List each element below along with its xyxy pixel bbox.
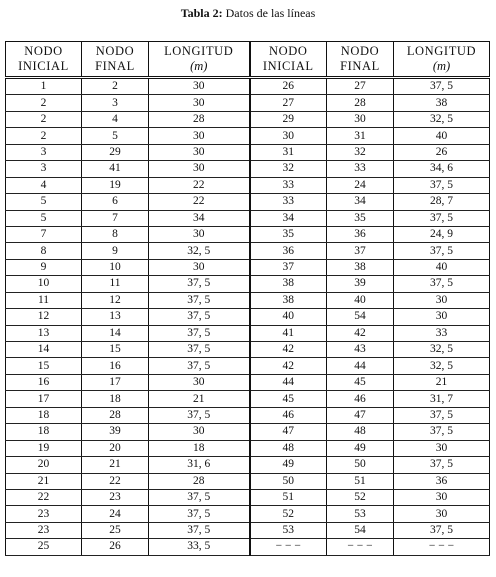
longitud-cell: 37, 5 — [394, 210, 490, 226]
nodo-final-cell: 51 — [327, 473, 394, 489]
longitud-cell: 21 — [149, 391, 250, 407]
nodo-final-cell: 42 — [327, 325, 394, 341]
nodo-final-cell: 28 — [82, 407, 149, 423]
longitud-cell: 37, 5 — [394, 407, 490, 423]
nodo-inicial-cell: 52 — [250, 506, 327, 522]
nodo-final-cell: 33 — [327, 161, 394, 177]
nodo-final-cell: 45 — [327, 374, 394, 390]
nodo-final-cell: 12 — [82, 292, 149, 308]
nodo-final-cell: 8 — [82, 226, 149, 242]
nodo-inicial-cell: 36 — [250, 243, 327, 259]
nodo-inicial-cell: 18 — [6, 424, 82, 440]
nodo-final-cell: 15 — [82, 342, 149, 358]
nodo-final-cell: 19 — [82, 177, 149, 193]
nodo-inicial-cell: 48 — [250, 440, 327, 456]
longitud-cell: 31, 7 — [394, 391, 490, 407]
nodo-inicial-cell: 9 — [6, 259, 82, 275]
nodo-final-cell: 17 — [82, 374, 149, 390]
nodo-inicial-cell: 40 — [250, 309, 327, 325]
nodo-final-cell: 29 — [82, 144, 149, 160]
caption-label: Tabla 2: — [180, 6, 223, 20]
longitud-cell: 37, 5 — [149, 325, 250, 341]
longitud-cell: 34 — [149, 210, 250, 226]
nodo-final-cell: 49 — [327, 440, 394, 456]
caption-text: Datos de las líneas — [225, 6, 316, 20]
nodo-final-cell: 5 — [82, 128, 149, 144]
nodo-inicial-cell: 37 — [250, 259, 327, 275]
nodo-inicial-cell: 20 — [6, 457, 82, 473]
longitud-cell: 37, 5 — [149, 342, 250, 358]
lines-data-table — [5, 41, 490, 556]
table-row — [6, 144, 490, 160]
longitud-cell: 37, 5 — [394, 457, 490, 473]
header-nodo-final: NODO FINAL — [82, 42, 149, 78]
nodo-inicial-cell: 42 — [250, 358, 327, 374]
nodo-final-cell: 14 — [82, 325, 149, 341]
nodo-inicial-cell: 46 — [250, 407, 327, 423]
nodo-inicial-cell: 26 — [250, 78, 327, 95]
nodo-inicial-cell: 1 — [6, 78, 82, 95]
longitud-cell: 30 — [394, 309, 490, 325]
nodo-inicial-cell: 15 — [6, 358, 82, 374]
nodo-final-cell: 18 — [82, 391, 149, 407]
longitud-cell: 32, 5 — [394, 342, 490, 358]
nodo-final-cell: 27 — [327, 78, 394, 95]
nodo-inicial-cell: 12 — [6, 309, 82, 325]
table-row — [6, 292, 490, 308]
nodo-inicial-cell: 3 — [6, 144, 82, 160]
header-longitud: LONGITUD (m) — [149, 42, 250, 78]
nodo-final-cell: 50 — [327, 457, 394, 473]
longitud-cell: 30 — [149, 226, 250, 242]
nodo-inicial-cell: 2 — [6, 95, 82, 111]
header-row — [6, 42, 490, 78]
longitud-cell: 37, 5 — [394, 243, 490, 259]
longitud-cell: 37, 5 — [394, 78, 490, 95]
longitud-cell: 33 — [394, 325, 490, 341]
longitud-cell: 40 — [394, 259, 490, 275]
nodo-inicial-cell: 25 — [6, 539, 82, 555]
table-row — [6, 539, 490, 555]
table-caption — [0, 6, 496, 21]
nodo-final-cell: 47 — [327, 407, 394, 423]
nodo-inicial-cell: 16 — [6, 374, 82, 390]
longitud-cell: 28, 7 — [394, 194, 490, 210]
nodo-inicial-cell: − − − — [250, 539, 327, 555]
nodo-inicial-cell: 23 — [6, 506, 82, 522]
table-row — [6, 325, 490, 341]
nodo-final-cell: 21 — [82, 457, 149, 473]
nodo-final-cell: 54 — [327, 522, 394, 538]
nodo-final-cell: 25 — [82, 522, 149, 538]
longitud-cell: 30 — [149, 374, 250, 390]
longitud-cell: 37, 5 — [149, 489, 250, 505]
nodo-final-cell: 35 — [327, 210, 394, 226]
nodo-final-cell: 11 — [82, 276, 149, 292]
table-row — [6, 95, 490, 111]
longitud-cell: 37, 5 — [149, 506, 250, 522]
table-row — [6, 506, 490, 522]
header-nodo-final: NODO FINAL — [327, 42, 394, 78]
longitud-cell: 30 — [149, 144, 250, 160]
header-nodo-inicial: NODO INICIAL — [6, 42, 82, 78]
longitud-cell: 21 — [394, 374, 490, 390]
nodo-inicial-cell: 34 — [250, 210, 327, 226]
nodo-inicial-cell: 14 — [6, 342, 82, 358]
longitud-cell: 37, 5 — [149, 292, 250, 308]
nodo-inicial-cell: 29 — [250, 111, 327, 127]
nodo-final-cell: 34 — [327, 194, 394, 210]
table-row — [6, 243, 490, 259]
longitud-cell: 37, 5 — [394, 522, 490, 538]
nodo-final-cell: 53 — [327, 506, 394, 522]
nodo-final-cell: 4 — [82, 111, 149, 127]
nodo-final-cell: 54 — [327, 309, 394, 325]
longitud-cell: 26 — [394, 144, 490, 160]
nodo-inicial-cell: 5 — [6, 194, 82, 210]
longitud-cell: 30 — [394, 506, 490, 522]
nodo-inicial-cell: 31 — [250, 144, 327, 160]
nodo-final-cell: 2 — [82, 78, 149, 95]
nodo-final-cell: 48 — [327, 424, 394, 440]
nodo-inicial-cell: 22 — [6, 489, 82, 505]
nodo-final-cell: 41 — [82, 161, 149, 177]
nodo-final-cell: 28 — [327, 95, 394, 111]
longitud-cell: 37, 5 — [149, 358, 250, 374]
longitud-cell: 38 — [394, 95, 490, 111]
nodo-final-cell: 22 — [82, 473, 149, 489]
nodo-inicial-cell: 35 — [250, 226, 327, 242]
nodo-final-cell: − − − — [327, 539, 394, 555]
nodo-inicial-cell: 30 — [250, 128, 327, 144]
nodo-final-cell: 30 — [327, 111, 394, 127]
longitud-cell: 30 — [149, 78, 250, 95]
longitud-cell: − − − — [394, 539, 490, 555]
longitud-cell: 32, 5 — [394, 111, 490, 127]
nodo-inicial-cell: 17 — [6, 391, 82, 407]
longitud-cell: 30 — [394, 489, 490, 505]
table-row — [6, 276, 490, 292]
table-row — [6, 489, 490, 505]
nodo-inicial-cell: 45 — [250, 391, 327, 407]
nodo-final-cell: 9 — [82, 243, 149, 259]
table-row — [6, 391, 490, 407]
header-nodo-inicial: NODO INICIAL — [250, 42, 327, 78]
nodo-final-cell: 24 — [82, 506, 149, 522]
nodo-final-cell: 37 — [327, 243, 394, 259]
nodo-inicial-cell: 42 — [250, 342, 327, 358]
nodo-inicial-cell: 18 — [6, 407, 82, 423]
longitud-cell: 22 — [149, 194, 250, 210]
nodo-final-cell: 7 — [82, 210, 149, 226]
longitud-cell: 28 — [149, 111, 250, 127]
longitud-cell: 22 — [149, 177, 250, 193]
nodo-inicial-cell: 41 — [250, 325, 327, 341]
table-row — [6, 259, 490, 275]
header-longitud: LONGITUD (m) — [394, 42, 490, 78]
table-row — [6, 128, 490, 144]
longitud-cell: 34, 6 — [394, 161, 490, 177]
nodo-final-cell: 23 — [82, 489, 149, 505]
table-row — [6, 424, 490, 440]
table-row — [6, 374, 490, 390]
nodo-inicial-cell: 47 — [250, 424, 327, 440]
nodo-inicial-cell: 5 — [6, 210, 82, 226]
nodo-final-cell: 10 — [82, 259, 149, 275]
table-row — [6, 194, 490, 210]
longitud-cell: 37, 5 — [394, 177, 490, 193]
table-row — [6, 210, 490, 226]
table-row — [6, 358, 490, 374]
longitud-cell: 37, 5 — [394, 424, 490, 440]
table-row — [6, 177, 490, 193]
nodo-inicial-cell: 49 — [250, 457, 327, 473]
nodo-final-cell: 3 — [82, 95, 149, 111]
nodo-final-cell: 38 — [327, 259, 394, 275]
longitud-cell: 28 — [149, 473, 250, 489]
longitud-cell: 30 — [149, 259, 250, 275]
nodo-inicial-cell: 27 — [250, 95, 327, 111]
nodo-final-cell: 26 — [82, 539, 149, 555]
longitud-cell: 30 — [394, 440, 490, 456]
table-row — [6, 111, 490, 127]
nodo-inicial-cell: 32 — [250, 161, 327, 177]
table-row — [6, 226, 490, 242]
longitud-cell: 30 — [394, 292, 490, 308]
table-row — [6, 342, 490, 358]
nodo-inicial-cell: 3 — [6, 161, 82, 177]
nodo-final-cell: 20 — [82, 440, 149, 456]
nodo-inicial-cell: 44 — [250, 374, 327, 390]
nodo-inicial-cell: 13 — [6, 325, 82, 341]
longitud-cell: 30 — [149, 161, 250, 177]
table-row — [6, 473, 490, 489]
longitud-cell: 30 — [149, 128, 250, 144]
nodo-inicial-cell: 7 — [6, 226, 82, 242]
nodo-inicial-cell: 51 — [250, 489, 327, 505]
nodo-inicial-cell: 50 — [250, 473, 327, 489]
nodo-inicial-cell: 19 — [6, 440, 82, 456]
longitud-cell: 30 — [149, 95, 250, 111]
nodo-final-cell: 32 — [327, 144, 394, 160]
nodo-inicial-cell: 23 — [6, 522, 82, 538]
longitud-cell: 37, 5 — [149, 276, 250, 292]
longitud-cell: 33, 5 — [149, 539, 250, 555]
table-row — [6, 457, 490, 473]
nodo-final-cell: 36 — [327, 226, 394, 242]
longitud-cell: 40 — [394, 128, 490, 144]
table-row — [6, 78, 490, 95]
longitud-cell: 24, 9 — [394, 226, 490, 242]
nodo-final-cell: 52 — [327, 489, 394, 505]
table-row — [6, 440, 490, 456]
longitud-cell: 37, 5 — [149, 309, 250, 325]
nodo-inicial-cell: 21 — [6, 473, 82, 489]
nodo-final-cell: 44 — [327, 358, 394, 374]
nodo-inicial-cell: 33 — [250, 177, 327, 193]
nodo-inicial-cell: 2 — [6, 111, 82, 127]
nodo-final-cell: 13 — [82, 309, 149, 325]
nodo-final-cell: 46 — [327, 391, 394, 407]
table-row — [6, 522, 490, 538]
nodo-final-cell: 40 — [327, 292, 394, 308]
longitud-cell: 37, 5 — [149, 407, 250, 423]
longitud-cell: 32, 5 — [394, 358, 490, 374]
longitud-cell: 30 — [149, 424, 250, 440]
nodo-inicial-cell: 10 — [6, 276, 82, 292]
nodo-inicial-cell: 33 — [250, 194, 327, 210]
table-row — [6, 309, 490, 325]
nodo-final-cell: 24 — [327, 177, 394, 193]
table-row — [6, 161, 490, 177]
nodo-final-cell: 43 — [327, 342, 394, 358]
longitud-cell: 36 — [394, 473, 490, 489]
table-row — [6, 407, 490, 423]
nodo-final-cell: 31 — [327, 128, 394, 144]
nodo-inicial-cell: 53 — [250, 522, 327, 538]
nodo-final-cell: 39 — [327, 276, 394, 292]
nodo-inicial-cell: 2 — [6, 128, 82, 144]
nodo-inicial-cell: 38 — [250, 292, 327, 308]
nodo-final-cell: 16 — [82, 358, 149, 374]
longitud-cell: 31, 6 — [149, 457, 250, 473]
longitud-cell: 37, 5 — [149, 522, 250, 538]
nodo-inicial-cell: 11 — [6, 292, 82, 308]
nodo-inicial-cell: 38 — [250, 276, 327, 292]
nodo-final-cell: 6 — [82, 194, 149, 210]
longitud-cell: 18 — [149, 440, 250, 456]
nodo-inicial-cell: 8 — [6, 243, 82, 259]
nodo-inicial-cell: 4 — [6, 177, 82, 193]
longitud-cell: 32, 5 — [149, 243, 250, 259]
nodo-final-cell: 39 — [82, 424, 149, 440]
longitud-cell: 37, 5 — [394, 276, 490, 292]
